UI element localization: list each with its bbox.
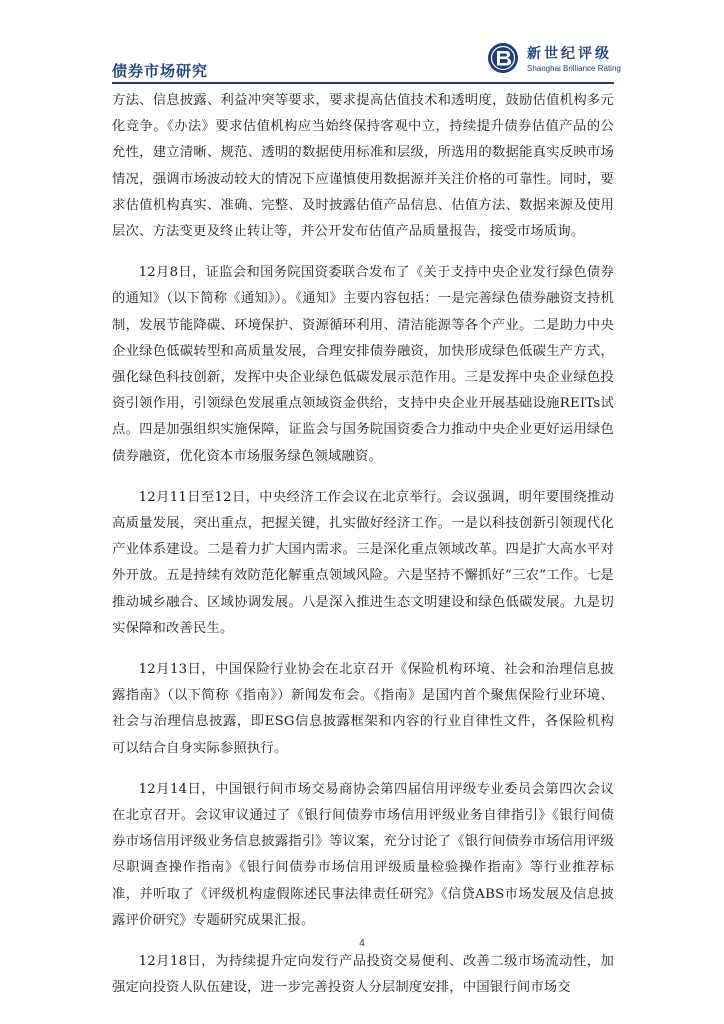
page-header [0, 0, 724, 84]
paragraph: 12月13日，中国保险行业协会在北京召开《保险机构环境、社会和治理信息披露指南》（以下简称《指南》）新闻发布会。《指南》是国内首个聚焦保险行业环境、社会与治理信息披露，即ESG信息披露框架和内容的行业自律性文件，各保险机构可以结合自身实际参照执行。 [112, 662, 614, 756]
paragraph: 12月18日，为持续提升定向发行产品投资交易便利、改善二级市场流动性，加强定向投资人队伍建设，进一步完善投资人分层制度安排，中国银行间市场交 [112, 954, 614, 996]
document-body [112, 88, 614, 1017]
brand-logo [487, 40, 621, 76]
brilliance-logo-icon [487, 42, 519, 74]
header-divider [112, 82, 614, 84]
logo-name-cn: 新世纪评级 [527, 46, 612, 62]
header-title: 债券市场研究 [112, 62, 209, 80]
paragraph: 方法、信息披露、利益冲突等要求，要求提高估值技术和透明度，鼓励估值机构多元化竞争。《办法》要求估值机构应当始终保持客观中立，持续提升债券估值产品的公允性，建立清晰、规范、透明的数据使用标准和层级，所选用的数据能真实反映市场情况，强调市场波动较大的情况下应谨慎使用数据源并关注价格的可靠性。同时，要求估值机构真实、准确、完整、及时披露估值产品信息、估值方法、数据来源及使用层次、方法变更及终止转让等，并公开发布估值产品质量报告，接受市场质询。 [112, 93, 614, 240]
page-number: 4 [359, 938, 365, 949]
paragraph: 12月14日，中国银行间市场交易商协会第四届信用评级专业委员会第四次会议在北京召开。会议审议通过了《银行间债券市场信用评级业务自律指引》《银行间债券市场信用评级业务信息披露指引》等议案，充分讨论了《银行间债券市场信用评级尽职调查操作指南》《银行间债券市场信用评级质量检验操作指南》等行业推荐标准，并听取了《评级机构虚假陈述民事法律责任研究》《信贷ABS市场发展及信息披露评价研究》专题研究成果汇报。 [112, 781, 614, 928]
paragraph: 12月8日，证监会和国务院国资委联合发布了《关于支持中央企业发行绿色债券的通知》（以下简称《通知》）。《通知》主要内容包括：一是完善绿色债券融资支持机制，发展节能降碳、环境保护、资源循环利用、清洁能源等各个产业。二是助力中央企业绿色低碳转型和高质量发展，合理安排债券融资，加快形成绿色低碳生产方式，强化绿色科技创新，发挥中央企业绿色低碳发展示范作用。三是发挥中央企业绿色投资引领作用，引领绿色发展重点领域资金供给，支持中央企业开展基础设施REITs试点。四是加强组织实施保障，证监会与国务院国资委合力推动中央企业更好运用绿色债券融资，优化资本市场服务绿色领域融资。 [112, 265, 614, 464]
logo-name-en: Shanghai Brilliance Rating [527, 64, 621, 73]
paragraph: 12月11日至12日，中央经济工作会议在北京举行。会议强调，明年要围绕推动高质量发展，突出重点，把握关键，扎实做好经济工作。一是以科技创新引领现代化产业体系建设。二是着力扩大国内需求。三是深化重点领域改革。四是扩大高水平对外开放。五是持续有效防范化解重点领域风险。六是坚持不懈抓好“三农”工作。七是推动城乡融合、区域协调发展。八是深入推进生态文明建设和绿色低碳发展。九是切实保障和改善民生。 [112, 489, 614, 636]
